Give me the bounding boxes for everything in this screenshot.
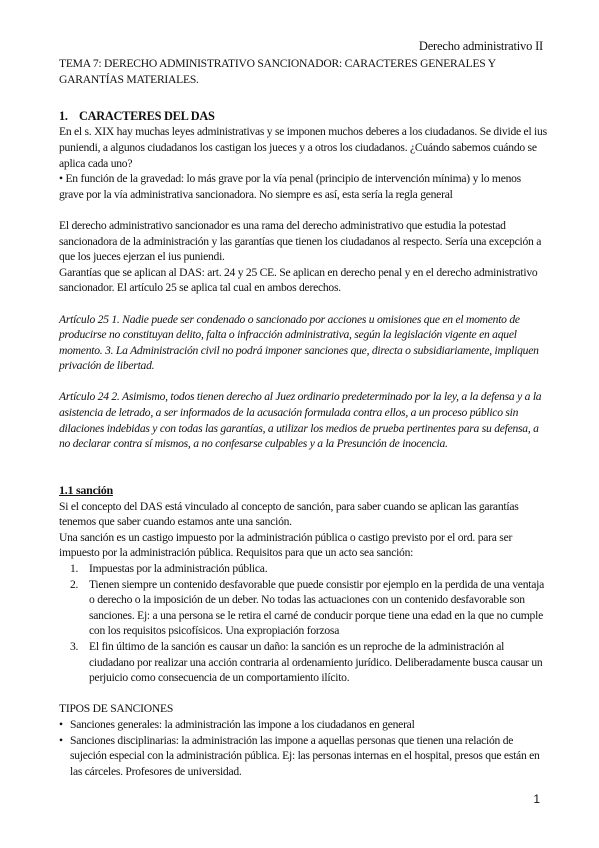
paragraph-requisitos-intro: Una sanción es un castigo impuesto por la administración pública o castigo previsto por el ord. para ser impuesto por la administración pública. Requisitos para que un acto sea sanción: (59, 530, 513, 560)
spacer (59, 87, 547, 103)
paragraph-gravedad: • En función de la gravedad: lo más grave por la vía penal (principio de intervención mínima) y lo menos grave por la vía administrativa sancionadora. No siempre es así, esta sería la regla general (59, 172, 521, 201)
list-item (59, 717, 547, 733)
bullet-icon: • (59, 733, 63, 747)
document-title: TEMA 7: DERECHO ADMINISTRATIVO SANCIONADOR: CARACTERES GENERALES Y GARANTÍAS MATERIALES. (59, 57, 496, 86)
tipos-list (59, 717, 547, 779)
list-item-text: Sanciones generales: la administración las impone a los ciudadanos en general (70, 717, 415, 731)
list-item (59, 561, 547, 577)
paragraph-definicion: El derecho administrativo sancionador es una rama del derecho administrativo que estudia la potestad sancionadora de la administración y las garantías que tienen los ciudadanos al respecto. Sería una excepción a que los jueces ejerzan el ius puniendi. (59, 218, 542, 264)
list-item-text: El fin último de la sanción es causar un daño: la sanción es un reproche de la administración al ciudadano por realizar una acción contraria al ordenamiento jurídico. Deliberadamente busca causar un perjuicio como consecuencia de un comportamiento ilícito. (89, 639, 543, 685)
spacer (59, 686, 547, 702)
spacer (59, 452, 547, 468)
subsection-heading-sancion: 1.1 sanción (59, 483, 113, 498)
section-number: 1. (59, 108, 68, 123)
list-item-text: Tienen siempre un contenido desfavorable que puede consistir por ejemplo en la perdida de una ventaja o derecho o la imposición de un deber. No todas las actuaciones con un contenido desfavorable son sanciones. Ej: a una persona se le retira el carné de conducir porque tiene una edad en la que no cumple con los requisitos psicofísicos. Una expropiación forzosa (89, 577, 544, 638)
spacer (59, 467, 547, 483)
page-content (59, 56, 547, 779)
requisitos-list (59, 561, 547, 686)
tipos-heading: TIPOS DE SANCIONES (59, 702, 174, 716)
list-number: 3. (70, 639, 79, 653)
list-number: 1. (70, 562, 79, 575)
quote-article-24: Artículo 24 2. Asimismo, todos tienen derecho al Juez ordinario predeterminado por la ley, a la defensa y a la asistencia de letrado, a ser informados de la acusación formulada contra ellos, a un proceso público sin dilaciones indebidas y con todas las garantías, a utilizar los medios de prueba pertinentes para su defensa, a no declarar contra sí mismos, a no confesarse culpables y a la Presunción de inocencia. (59, 390, 542, 451)
list-item-text: Impuestas por la administración pública. (89, 562, 268, 575)
spacer (59, 296, 547, 312)
list-item-text: Sanciones disciplinarias: la administración las impone a aquellas personas que tienen una relación de sujeción especial con la administración pública. Ej: las personas internas en el hospital, presos que están en las cárceles. Profesores de universidad. (70, 733, 540, 778)
bullet-icon: • (59, 717, 63, 731)
paragraph-intro: En el s. XIX hay muchas leyes administrativas y se imponen muchos deberes a los ciudadanos. Se divide el ius puniendi, a algunos ciudadanos los castigan los jueces y a otros los ciudadanos. ¿Cuándo sabemos cuándo se aplica cada uno? (59, 125, 547, 170)
list-number: 2. (70, 577, 79, 591)
spacer (59, 374, 547, 390)
list-item (59, 577, 547, 639)
list-item (59, 639, 547, 686)
paragraph-concepto-sancion: Si el concepto del DAS está vinculado al concepto de sanción, para saber cuando se aplican las garantías tenemos que saber cuando estamos ante una sanción. (59, 499, 519, 529)
list-item (59, 733, 547, 780)
paragraph-garantias: Garantías que se aplican al DAS: art. 24 y 25 CE. Se aplican en derecho penal y en el derecho administrativo sancionador. El artículo 25 se aplica tal cual en ambos derechos. (59, 265, 538, 295)
quote-article-25: Artículo 25 1. Nadie puede ser condenado o sancionado por acciones u omisiones que en el momento de producirse no constituyan delito, falta o infracción administrativa, según la legislación vigente en aquel momento. 3. La Administración civil no podrá imponer sanciones que, directa o subsidiariamente, impliquen privación de libertad. (59, 312, 539, 373)
running-header: Derecho administrativo II (418, 39, 543, 53)
section-title: CARACTERES DEL DAS (79, 108, 215, 123)
section-heading-1 (59, 109, 547, 125)
spacer (59, 202, 547, 218)
page-number: 1 (533, 792, 540, 806)
